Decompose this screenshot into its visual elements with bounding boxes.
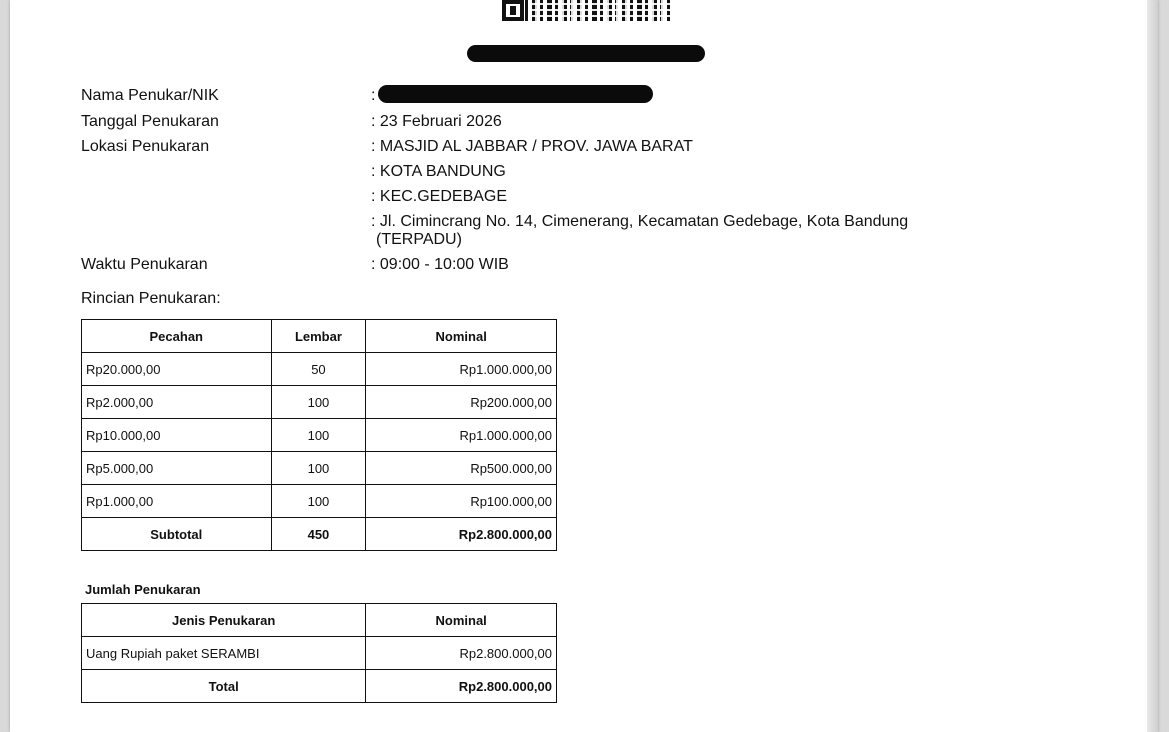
cell-nominal: Rp2.800.000,00 (366, 637, 557, 670)
cell-lembar: 100 (271, 419, 366, 452)
lokasi-line-4: : Jl. Cimincrang No. 14, Cimenerang, Kecamatan Gedebage, Kota Bandung (371, 213, 909, 230)
total-nominal: Rp2.800.000,00 (366, 670, 557, 703)
header-pecahan: Pecahan (82, 320, 272, 353)
rincian-title: Rincian Penukaran: (81, 290, 221, 307)
page-edge (1147, 0, 1158, 732)
cell-nominal: Rp1.000.000,00 (366, 419, 557, 452)
table-row (82, 452, 557, 485)
tanggal-label: Tanggal Penukaran (81, 113, 219, 130)
header-jenis: Jenis Penukaran (82, 604, 366, 637)
header-lembar: Lembar (271, 320, 366, 353)
subtotal-nominal: Rp2.800.000,00 (366, 518, 557, 551)
cell-pecahan: Rp1.000,00 (82, 485, 272, 518)
nama-label: Nama Penukar/NIK (81, 87, 219, 104)
table-row (82, 637, 557, 670)
header-nominal: Nominal (366, 604, 557, 637)
cell-pecahan: Rp20.000,00 (82, 353, 272, 386)
cell-lembar: 100 (271, 485, 366, 518)
lokasi-label: Lokasi Penukaran (81, 138, 210, 155)
lokasi-line-1: : MASJID AL JABBAR / PROV. JAWA BARAT (371, 138, 693, 155)
jumlah-title: Jumlah Penukaran (85, 582, 201, 597)
cell-jenis: Uang Rupiah paket SERAMBI (82, 637, 366, 670)
cell-pecahan: Rp2.000,00 (82, 386, 272, 419)
table-row (82, 386, 557, 419)
lokasi-line-5: (TERPADU) (376, 231, 462, 248)
jumlah-table (81, 603, 557, 703)
tanggal-value: : 23 Februari 2026 (371, 113, 502, 130)
lokasi-line-3: : KEC.GEDEBAGE (371, 188, 508, 205)
cell-nominal: Rp200.000,00 (366, 386, 557, 419)
cell-nominal: Rp1.000.000,00 (366, 353, 557, 386)
cell-nominal: Rp500.000,00 (366, 452, 557, 485)
table-row (82, 419, 557, 452)
table-row (82, 485, 557, 518)
table-header-row (82, 320, 557, 353)
nama-value: : (371, 87, 376, 104)
redacted-nik-mark (378, 85, 653, 103)
table-header-row (82, 604, 557, 637)
subtotal-lembar: 450 (271, 518, 366, 551)
subtotal-label: Subtotal (82, 518, 272, 551)
cell-lembar: 100 (271, 452, 366, 485)
total-label: Total (82, 670, 366, 703)
cell-lembar: 50 (271, 353, 366, 386)
cell-pecahan: Rp10.000,00 (82, 419, 272, 452)
header-nominal: Nominal (366, 320, 557, 353)
table-row (82, 353, 557, 386)
waktu-label: Waktu Penukaran (81, 256, 208, 273)
document-page (10, 0, 1158, 732)
total-row (82, 670, 557, 703)
cell-pecahan: Rp5.000,00 (82, 452, 272, 485)
cell-lembar: 100 (271, 386, 366, 419)
rincian-table (81, 319, 557, 551)
qr-code-icon (502, 0, 670, 21)
cell-nominal: Rp100.000,00 (366, 485, 557, 518)
waktu-value: : 09:00 - 10:00 WIB (371, 256, 509, 273)
redacted-name-mark (467, 45, 705, 62)
subtotal-row (82, 518, 557, 551)
lokasi-line-2: : KOTA BANDUNG (371, 163, 506, 180)
